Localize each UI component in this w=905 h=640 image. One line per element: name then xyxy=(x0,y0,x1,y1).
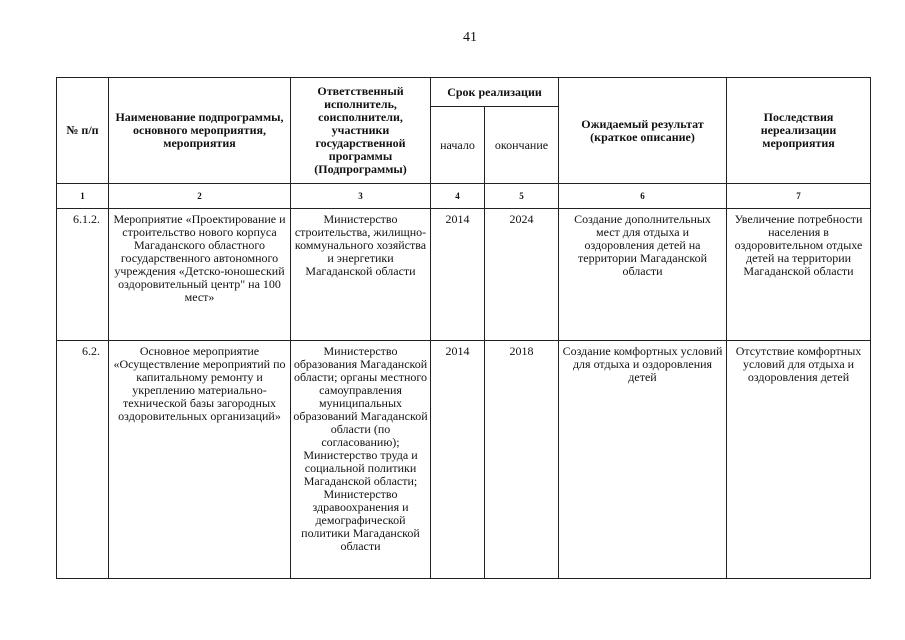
row-result: Создание дополнительных мест для отдыха и оздоровления детей на территории Магаданской области xyxy=(559,209,727,341)
column-number: 6 xyxy=(559,184,727,209)
table-row xyxy=(57,341,871,579)
row-name: Мероприятие «Проектирование и строительство нового корпуса Магаданского областного государственного автономного учреждения «Детско-юношеский оздоровительный центр" на 100 мест» xyxy=(109,209,291,341)
column-number: 1 xyxy=(57,184,109,209)
row-end: 2024 xyxy=(485,209,559,341)
header-responsible: Ответственный исполнитель, соисполнители, участники государственной программы (Подпрограммы) xyxy=(291,78,431,184)
row-num: 6.1.2. xyxy=(57,209,109,341)
column-number: 3 xyxy=(291,184,431,209)
row-name: Основное мероприятие «Осуществление мероприятий по капитальному ремонту и укреплению материально-технической базы загородных оздоровительных организаций» xyxy=(109,341,291,579)
row-end: 2018 xyxy=(485,341,559,579)
header-start: начало xyxy=(431,107,485,184)
header-name: Наименование подпрограммы, основного мероприятия, мероприятия xyxy=(109,78,291,184)
header-term: Срок реализации xyxy=(431,78,559,107)
row-num: 6.2. xyxy=(57,341,109,579)
table-row xyxy=(57,209,871,341)
header-end: окончание xyxy=(485,107,559,184)
header-consequences: Последствия нереализации мероприятия xyxy=(727,78,871,184)
row-result: Создание комфортных условий для отдыха и оздоровления детей xyxy=(559,341,727,579)
row-consequences: Увеличение потребности населения в оздоровительном отдыхе детей на территории Магаданской области xyxy=(727,209,871,341)
header-num: № п/п xyxy=(57,78,109,184)
header-result: Ожидаемый результат (краткое описание) xyxy=(559,78,727,184)
row-responsible: Министерство образования Магаданской области; органы местного самоуправления муниципальных образований Магаданской области (по согласованию); Министерство труда и социальной политики Магаданской области; Министерство здравоохранения и демографической политики Магаданской области xyxy=(291,341,431,579)
row-start: 2014 xyxy=(431,341,485,579)
page-number: 41 xyxy=(463,30,477,45)
row-start: 2014 xyxy=(431,209,485,341)
column-numbers-row xyxy=(57,184,871,209)
column-number: 7 xyxy=(727,184,871,209)
header-row xyxy=(57,78,871,107)
program-table xyxy=(56,77,871,579)
row-responsible: Министерство строительства, жилищно-коммунального хозяйства и энергетики Магаданской области xyxy=(291,209,431,341)
column-number: 4 xyxy=(431,184,485,209)
column-number: 2 xyxy=(109,184,291,209)
row-consequences: Отсутствие комфортных условий для отдыха и оздоровления детей xyxy=(727,341,871,579)
column-number: 5 xyxy=(485,184,559,209)
